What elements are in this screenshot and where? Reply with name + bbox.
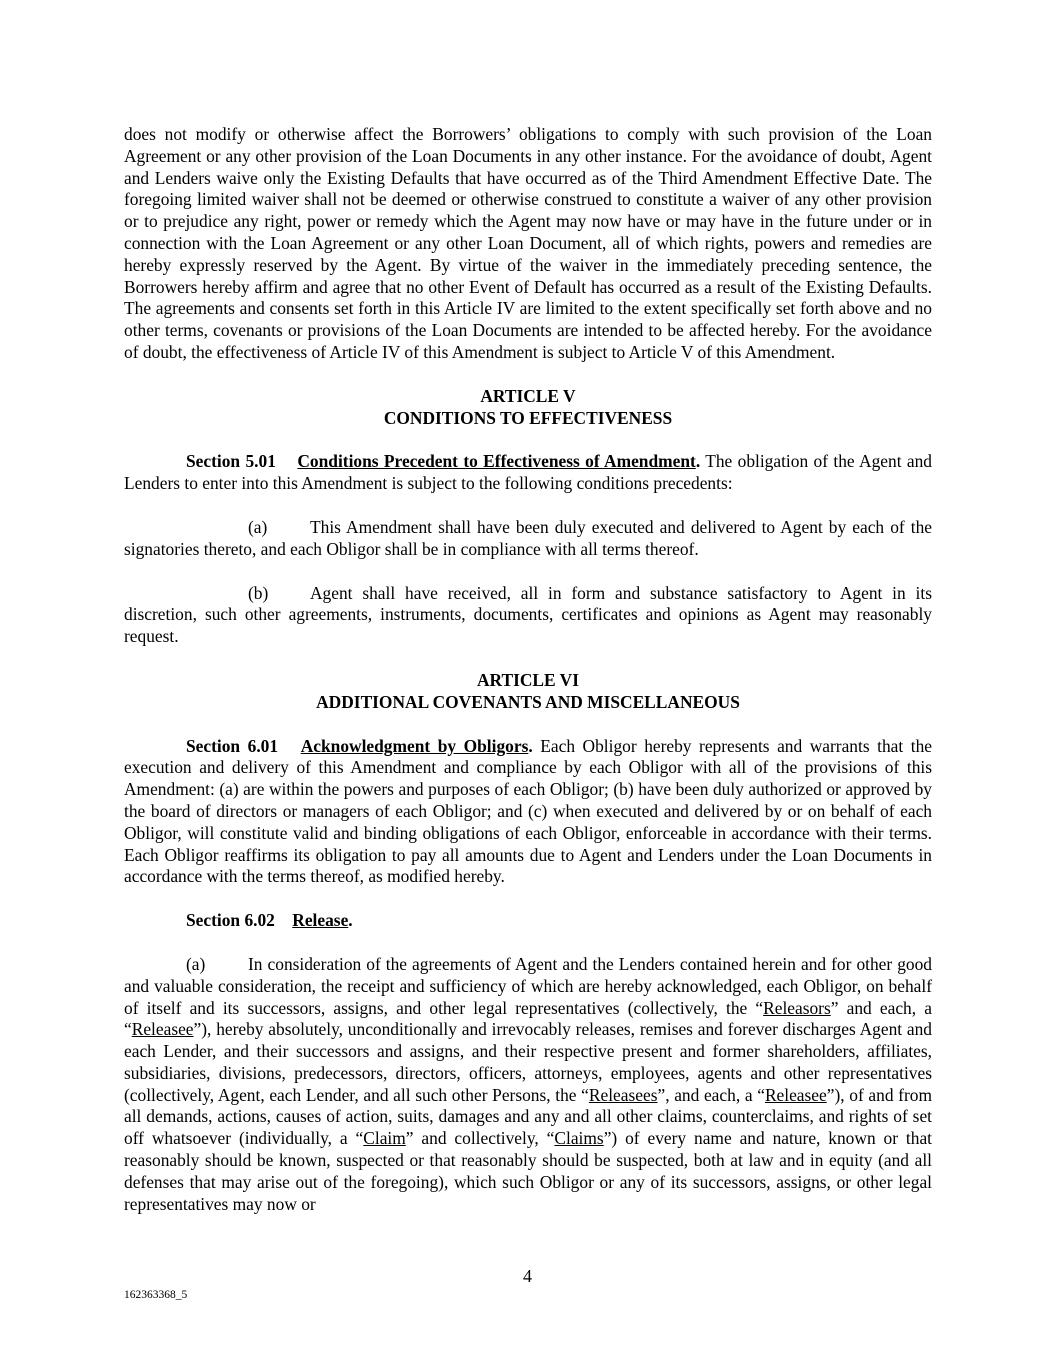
section-5-01 bbox=[124, 451, 932, 495]
article-v-title: CONDITIONS TO EFFECTIVENESS bbox=[383, 407, 673, 428]
release-text-4: ”, and each, a “ bbox=[657, 1084, 765, 1105]
item-letter: (a) bbox=[186, 953, 206, 974]
section-6-02 bbox=[124, 910, 932, 932]
section-title-punct: . bbox=[528, 735, 533, 756]
section-title: Release bbox=[292, 910, 349, 931]
section-title-punct: . bbox=[695, 451, 701, 472]
defined-term-releasors: Releasors bbox=[763, 997, 831, 1018]
section-text: Each Obligor hereby represents and warrants that the execution and delivery of this Amendment and compliance by each Obligor with all of the provisions of this Amendment: (a) are within the powers and purposes of each Obligor; (b) have been duly authorized or approved by the board of directors or managers of each Obligor; and (c) when executed and delivered by or on behalf of each Obligor, will constitute valid and binding obligations of each Obligor, enforceable in accordance with their terms. Each Obligor reaffirms its obligation to pay all amounts due to Agent and Lenders under the Loan Documents in accordance with the terms thereof, as modified hereby. bbox=[124, 735, 932, 887]
release-text-6: ” and collectively, “ bbox=[405, 1128, 555, 1149]
section-title: Acknowledgment by Obligors bbox=[300, 735, 529, 756]
section-6-01 bbox=[124, 736, 932, 889]
defined-term-releasee: Releasee bbox=[131, 1019, 194, 1040]
item-letter: (b) bbox=[248, 582, 269, 603]
release-text-5: ”), of and from all demands, actions, causes of action, suits, damages and any and all other claims, counterclaims, and rights of set off whatsoever (individually, a “ bbox=[124, 1084, 932, 1149]
section-number: Section 6.02 bbox=[186, 910, 275, 931]
document-page bbox=[124, 124, 932, 1215]
article-vi-number: ARTICLE VI bbox=[477, 669, 579, 690]
defined-term-releasee-2: Releasee bbox=[764, 1084, 827, 1105]
page-number: 4 bbox=[523, 1266, 532, 1286]
section-number: Section 6.01 bbox=[186, 735, 279, 756]
condition-item-a bbox=[124, 517, 932, 561]
release-text-3: ”), hereby absolutely, unconditionally and irrevocably releases, remises and forever discharges Agent and each Lender, and their successors and assigns, and their respective present and former shareholders, affiliates, subsidiaries, divisions, predecessors, directors, officers, attorneys, employees, agents and other representatives (collectively, Agent, each Lender, and all such other Persons, the “ bbox=[124, 1019, 932, 1105]
document-id: 162363368_5 bbox=[124, 1289, 188, 1301]
continuation-paragraph: does not modify or otherwise affect the Borrowers’ obligations to comply with such provision of the Loan Agreement or any other provision of the Loan Documents in any other instance. For the avoidance of doubt, Agent and Lenders waive only the Existing Defaults that have occurred as of the Third Amendment Effective Date. The foregoing limited waiver shall not be deemed or otherwise construed to constitute a waiver of any other provision or to prejudice any right, power or remedy which the Agent may now have or may have in the future under or in connection with the Loan Agreement or any other Loan Document, all of which rights, powers and remedies are hereby expressly reserved by the Agent. By virtue of the waiver in the immediately preceding sentence, the Borrowers hereby affirm and agree that no other Event of Default has occurred as a result of the Existing Defaults. The agreements and consents set forth in this Article IV are limited to the extent specifically set forth above and no other terms, covenants or provisions of the Loan Documents are intended to be affected hereby. For the avoidance of doubt, the effectiveness of Article IV of this Amendment is subject to Article V of this Amendment. bbox=[124, 124, 932, 362]
section-title: Conditions Precedent to Effectiveness of Amendment bbox=[297, 451, 696, 472]
release-text-1: In consideration of the agreements of Agent and the Lenders contained herein and for other good and valuable consideration, the receipt and sufficiency of which are hereby acknowledged, each Obligor, on behalf of itself and its successors, assigns, and other legal representatives (collectively, the “ bbox=[124, 953, 932, 1018]
release-text-2: ” and each, a “ bbox=[124, 997, 932, 1040]
article-vi-title: ADDITIONAL COVENANTS AND MISCELLANEOUS bbox=[316, 691, 740, 712]
release-item-a bbox=[124, 954, 932, 1216]
section-title-punct: . bbox=[348, 910, 353, 931]
defined-term-releasees: Releasees bbox=[588, 1084, 658, 1105]
item-letter: (a) bbox=[248, 516, 268, 537]
defined-term-claims: Claims bbox=[554, 1128, 604, 1149]
release-text-7: ”) of every name and nature, known or that reasonably should be known, suspected or that reasonably should be suspected, both at law and in equity (and all defenses that may arise out of the foregoing), which such Obligor or any of its successors, assigns, or other legal representatives may now or bbox=[124, 1128, 933, 1214]
section-number: Section 5.01 bbox=[186, 451, 276, 472]
item-text: This Amendment shall have been duly executed and delivered to Agent by each of the signatories thereto, and each Obligor shall be in compliance with all terms thereof. bbox=[124, 516, 932, 559]
condition-item-b bbox=[124, 583, 932, 648]
defined-term-claim: Claim bbox=[363, 1128, 406, 1149]
item-text: Agent shall have received, all in form and substance satisfactory to Agent in its discretion, such other agreements, instruments, documents, certificates and opinions as Agent may reasonably request. bbox=[124, 582, 932, 647]
article-v-number: ARTICLE V bbox=[480, 385, 576, 406]
section-text: The obligation of the Agent and Lenders to enter into this Amendment is subject to the following conditions precedents: bbox=[124, 451, 932, 494]
